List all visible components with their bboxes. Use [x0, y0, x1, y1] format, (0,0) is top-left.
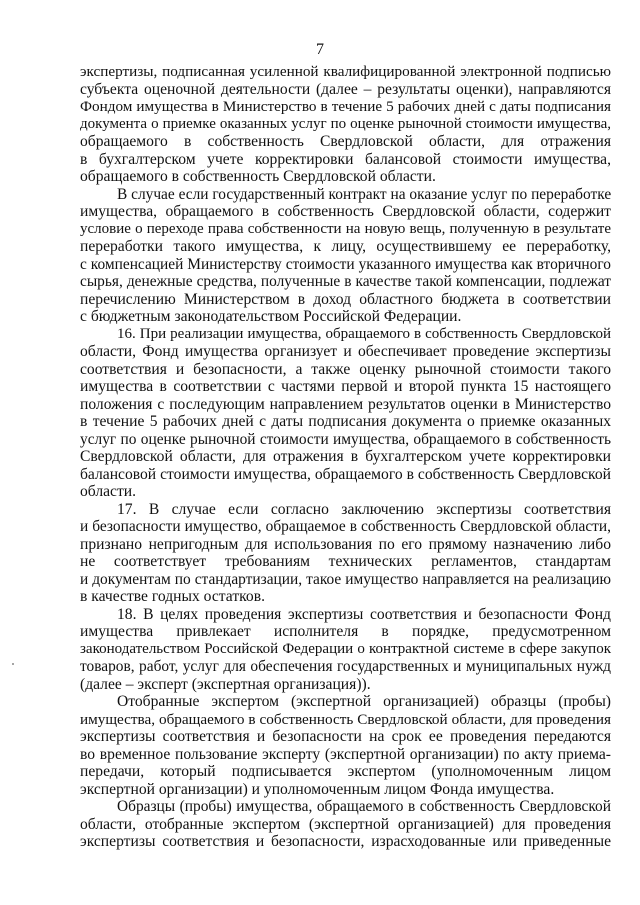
text-line: экспертной организации) и уполномоченным лицом Фонда имущества.	[80, 780, 555, 798]
paragraph-item-18	[80, 606, 611, 694]
text-line: в качестве годных остатков.	[80, 588, 265, 605]
text-line: экспертизы соответствия и безопасности на срок ее проведения передаются	[80, 728, 611, 745]
text-line: области, Фонд имущества организует и обеспечивает проведение экспертизы	[80, 343, 611, 360]
text-line: (далее – эксперт (экспертная организация)).	[80, 675, 371, 693]
text-line: с бюджетным законодательством Российской Федерации.	[80, 308, 462, 325]
text-line: имущества, обращаемого в собственность Свердловской области, для проведения	[80, 710, 611, 728]
text-line: области, отобранные экспертом (экспертной организацией) для проведения	[80, 815, 611, 833]
text-line: в бухгалтерском учете корректировки балансовой стоимости имущества,	[80, 150, 611, 168]
text-line: перечислению Министерством в доход областного бюджета в соответствии	[80, 290, 611, 308]
text-line: имущества в соответствии с частями первой и второй пункта 15 настоящего	[80, 378, 611, 395]
paragraph-item-16	[80, 326, 611, 501]
text-line: имущества, обращаемого в собственность Свердловской области, содержит	[80, 203, 611, 220]
paragraph-recycling-contract	[80, 186, 611, 326]
text-line: товаров, работ, услуг для обеспечения государственных и муниципальных нужд	[80, 658, 611, 675]
text-line: признано непригодным для использования по его прямому назначению либо	[80, 535, 611, 553]
text-line: услуг по оценке рыночной стоимости имущества, обращаемого в собственность	[80, 430, 611, 448]
text-line: Фондом имущества в Министерство в течение 5 рабочих дней с даты подписания	[80, 98, 611, 115]
text-line: и безопасности имущество, обращаемое в собственность Свердловской области,	[80, 518, 611, 535]
paragraph-samples-transfer	[80, 693, 611, 798]
text-line: переработки такого имущества, к лицу, осуществившему ее переработку,	[80, 238, 611, 255]
text-line: в течение 5 рабочих дней с даты подписания документа о приемке оказанных	[80, 413, 611, 430]
text-line: экспертизы соответствия и безопасности, израсходованные или приведенные	[80, 833, 611, 850]
text-line: обращаемого в собственность Свердловской области, для отражения	[80, 133, 611, 150]
text-line: сырья, денежные средства, полученные в качестве такой компенсации, подлежат	[80, 273, 611, 290]
text-line: В случае если государственный контракт на оказание услуг по переработке	[117, 185, 612, 203]
text-line: области.	[80, 483, 137, 500]
text-line: балансовой стоимости имущества, обращаемого в собственность Свердловской	[80, 465, 611, 483]
text-line: условие о переходе права собственности на новую вещь, полученную в результате	[80, 220, 611, 237]
paragraph-item-17	[80, 501, 611, 606]
text-line: Образцы (пробы) имущества, обращаемого в собственность Свердловской	[117, 798, 611, 815]
text-line: документа о приемке оказанных услуг по оценке рыночной стоимости имущества,	[80, 115, 611, 132]
text-line: 17. В случае если согласно заключению экспертизы соответствия	[117, 500, 611, 518]
text-line: и документам по стандартизации, такое имущество направляется на реализацию	[80, 570, 611, 588]
text-line: экспертизы, подписанная усиленной квалифицированной электронной подписью	[80, 63, 611, 80]
text-line: субъекта оценочной деятельности (далее – результаты оценки), направляются	[80, 80, 611, 98]
text-line: Отобранные экспертом (экспертной организацией) образцы (пробы)	[117, 693, 611, 710]
text-line: передачи, который подписывается экспертом (уполномоченным лицом	[80, 763, 611, 780]
page-number: 7	[316, 41, 324, 58]
text-line: законодательством Российской Федерации о контрактной системе в сфере закупок	[80, 640, 611, 657]
text-line: положения с последующим направлением результатов оценки в Министерство	[80, 395, 611, 413]
text-line: Свердловской области, для отражения в бухгалтерском учете корректировки	[80, 448, 611, 465]
scan-speck	[12, 663, 14, 665]
text-line: соответствия и безопасности, а также оценку рыночной стоимости такого	[80, 360, 611, 378]
paragraph-samples-consumed	[80, 798, 611, 851]
paragraph-continuation	[80, 63, 611, 186]
text-line: во временное пользование эксперту (экспертной организации) по акту приема-	[80, 745, 611, 763]
text-line: 18. В целях проведения экспертизы соответствия и безопасности Фонд	[117, 605, 611, 623]
text-line: имущества привлекает исполнителя в порядке, предусмотренном	[80, 623, 611, 640]
document-body	[80, 63, 611, 851]
text-line: обращаемого в собственность Свердловской области.	[80, 168, 436, 185]
text-line: 16. При реализации имущества, обращаемого в собственность Свердловской	[117, 325, 611, 342]
text-line: с компенсацией Министерству стоимости указанного имущества как вторичного	[80, 255, 611, 273]
text-line: не соответствует требованиям технических регламентов, стандартам	[80, 553, 611, 570]
